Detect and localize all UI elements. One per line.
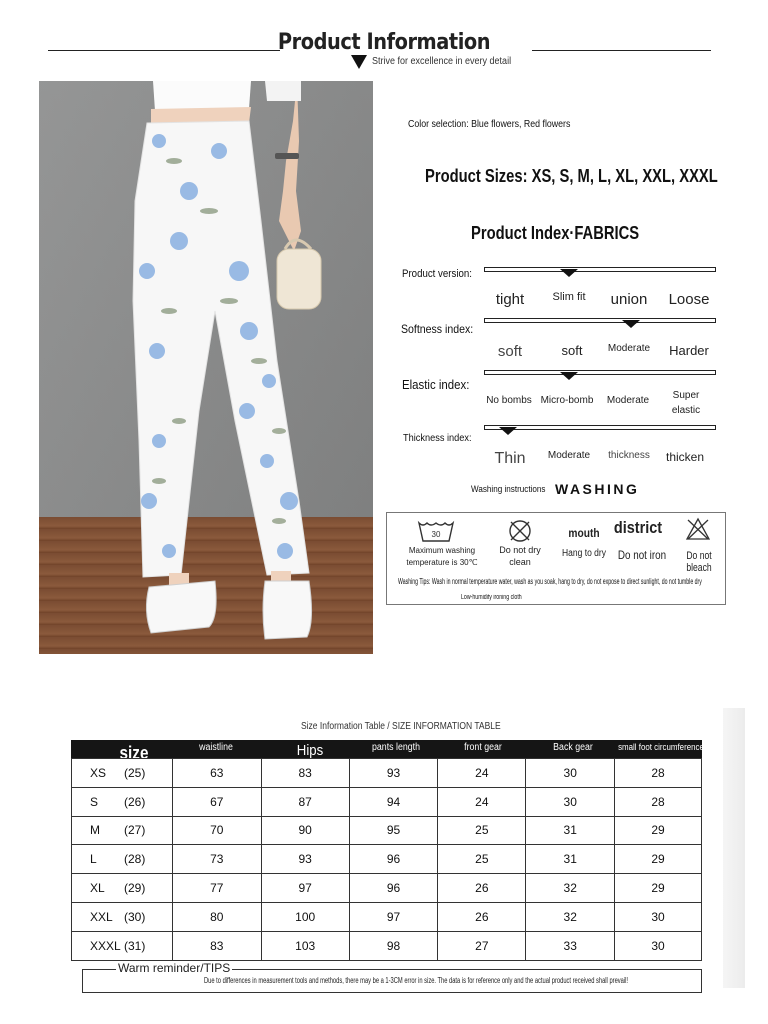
index-marker-elastic: [560, 372, 578, 380]
index-option: Loose: [668, 291, 710, 308]
table-cell: 29: [615, 845, 702, 874]
wash-temp-label: Maximum washing temperature is 30℃: [406, 546, 478, 567]
table-cell: 30: [615, 931, 702, 960]
washtub-temperature: 30: [431, 530, 441, 539]
size-table-title: Size Information Table / SIZE INFORMATION TABLE: [301, 721, 501, 732]
header-front-gear: front gear: [464, 742, 502, 753]
table-cell: 70: [172, 816, 261, 845]
index-option: No bombs: [486, 395, 532, 406]
table-cell: 33: [526, 931, 615, 960]
header-small-foot: small foot circumference: [618, 742, 704, 752]
table-cell: 83: [261, 759, 349, 788]
washtub-30-icon: [417, 519, 455, 543]
index-option: Slim fit: [552, 291, 586, 303]
index-scale-thickness: [484, 425, 716, 430]
table-cell: 87: [261, 787, 349, 816]
hang-dry-icon: mouth: [568, 526, 600, 540]
size-label: L: [90, 852, 97, 867]
table-row: [72, 816, 702, 845]
no-bleach-label: Do not bleach: [686, 550, 712, 574]
index-option: Moderate: [547, 450, 591, 461]
size-cell: [72, 845, 173, 874]
table-cell: 77: [172, 874, 261, 903]
table-cell: 96: [349, 874, 438, 903]
edge-shadow: [723, 708, 745, 988]
index-scale-version: [484, 267, 716, 272]
table-cell: 25: [438, 845, 526, 874]
index-label-elastic: Elastic index:: [402, 377, 470, 392]
reminder-text: Due to differences in measurement tools and methods, there may be a 1-3CM error in size. The data is for reference only and the actual product received shall prevail!: [204, 976, 629, 985]
table-cell: 80: [172, 902, 261, 931]
index-option: thicken: [665, 450, 705, 464]
size-waist-code: (27): [124, 823, 146, 838]
index-option: Super elastic: [671, 390, 701, 416]
table-cell: 95: [349, 816, 438, 845]
size-waist-code: (29): [124, 881, 146, 896]
index-scale-softness: [484, 318, 716, 323]
index-option: Moderate: [606, 395, 650, 406]
product-sizes: Product Sizes: XS, S, M, L, XL, XXL, XXXL: [425, 166, 718, 186]
index-title: Product Index·FABRICS: [471, 223, 640, 243]
index-option: Moderate: [607, 343, 651, 354]
table-cell: 73: [172, 845, 261, 874]
table-cell: 98: [349, 931, 438, 960]
no-bleach-icon: [685, 517, 711, 541]
index-option: soft: [497, 343, 523, 360]
washing-tips-ironing: Low-humidity ironing cloth: [461, 594, 522, 601]
index-option: union: [610, 291, 648, 308]
size-label: XL: [90, 881, 105, 896]
size-label: XXL: [90, 909, 113, 924]
size-waist-code: (25): [124, 765, 146, 780]
size-cell: [72, 874, 173, 903]
header-back-gear: Back gear: [553, 742, 593, 753]
table-cell: 63: [172, 759, 261, 788]
table-row: [72, 759, 702, 788]
table-cell: 31: [526, 845, 615, 874]
index-option: Thin: [494, 450, 526, 467]
table-cell: 93: [261, 845, 349, 874]
size-label: M: [90, 823, 100, 838]
size-waist-code: (28): [124, 852, 146, 867]
table-cell: 30: [615, 902, 702, 931]
page-title: Product Information: [277, 30, 491, 55]
table-cell: 67: [172, 787, 261, 816]
table-cell: 30: [526, 759, 615, 788]
table-cell: 83: [172, 931, 261, 960]
size-cell: [72, 816, 173, 845]
washing-tips: Washing Tips: Wash in normal temperature water, wash as you soak, hang to dry, do not expose to direct sunlight, do not tumble dry: [398, 577, 702, 586]
table-cell: 97: [349, 902, 438, 931]
size-cell: [72, 902, 173, 931]
header-hips: Hips: [296, 742, 324, 759]
size-waist-code: (26): [124, 794, 146, 809]
header-size: size: [119, 743, 149, 763]
table-cell: 24: [438, 759, 526, 788]
reminder-title: Warm reminder/TIPS: [118, 961, 231, 975]
product-photo: [39, 81, 373, 654]
index-label-version: Product version:: [402, 268, 472, 280]
size-label: XS: [90, 765, 107, 780]
table-row: [72, 874, 702, 903]
index-label-thickness: Thickness index:: [403, 433, 472, 444]
size-cell: [72, 931, 173, 960]
model-figure-illustration: [39, 81, 373, 654]
size-waist-code: (30): [124, 909, 146, 924]
no-dry-clean-icon: [507, 518, 533, 544]
size-cell: [72, 759, 173, 788]
index-scale-elastic: [484, 370, 716, 375]
table-cell: 90: [261, 816, 349, 845]
no-iron-icon: district: [613, 518, 663, 537]
table-cell: 30: [526, 787, 615, 816]
table-cell: 103: [261, 931, 349, 960]
table-cell: 25: [438, 816, 526, 845]
header-pants-length: pants length: [372, 742, 420, 753]
hang-dry-label: Hang to dry: [562, 548, 606, 559]
table-cell: 97: [261, 874, 349, 903]
size-label: S: [90, 794, 99, 809]
table-cell: 29: [615, 874, 702, 903]
table-cell: 31: [526, 816, 615, 845]
table-row: [72, 845, 702, 874]
index-option: Harder: [669, 343, 709, 358]
washing-instructions-panel: [386, 512, 726, 605]
index-option: tight: [495, 291, 525, 308]
no-dry-clean-label: Do not dry clean: [499, 545, 541, 567]
size-table: [71, 758, 702, 961]
table-cell: 100: [261, 902, 349, 931]
washing-label: Washing instructions: [471, 484, 546, 494]
table-cell: 32: [526, 874, 615, 903]
size-waist-code: (31): [124, 938, 146, 953]
table-row: [72, 902, 702, 931]
index-option: thickness: [608, 450, 650, 461]
table-cell: 96: [349, 845, 438, 874]
table-cell: 32: [526, 902, 615, 931]
table-cell: 26: [438, 874, 526, 903]
washing-title: WASHING: [555, 481, 640, 497]
table-cell: 27: [438, 931, 526, 960]
no-iron-label: Do not iron: [617, 548, 667, 562]
size-cell: [72, 787, 173, 816]
table-cell: 29: [615, 816, 702, 845]
color-selection: Color selection: Blue flowers, Red flowers: [408, 119, 571, 130]
size-label: XXXL: [90, 938, 121, 953]
page-subtitle: Strive for excellence in every detail: [372, 56, 512, 67]
table-cell: 93: [349, 759, 438, 788]
header-triangle-icon: [351, 55, 367, 69]
table-row: [72, 931, 702, 960]
index-marker-thickness: [499, 427, 517, 435]
table-cell: 28: [615, 759, 702, 788]
table-cell: 28: [615, 787, 702, 816]
table-cell: 24: [438, 787, 526, 816]
index-option: soft: [561, 343, 583, 358]
header-waistline: waistline: [199, 742, 233, 753]
table-cell: 26: [438, 902, 526, 931]
index-marker-version: [560, 269, 578, 277]
table-cell: 94: [349, 787, 438, 816]
index-label-softness: Softness index:: [401, 322, 474, 336]
index-marker-softness: [622, 320, 640, 328]
table-row: [72, 787, 702, 816]
index-option: Micro-bomb: [540, 395, 594, 406]
